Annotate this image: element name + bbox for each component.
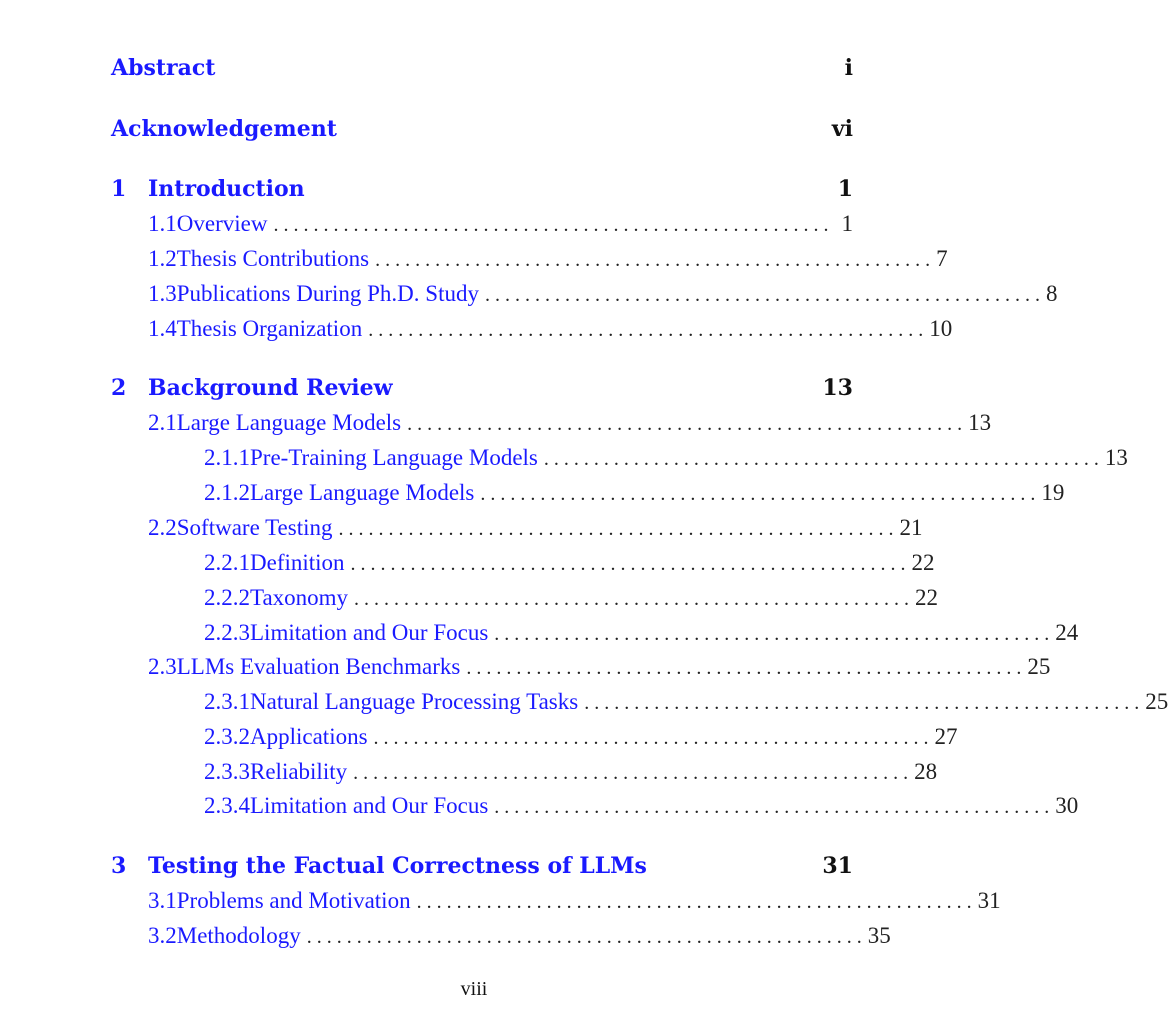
toc-entry-number[interactable]: 2.3 [148, 654, 177, 679]
dot-leader: . . . . . . . . . . . . . . . . . . . . . . . . . . . . . . . . . . . . . . . . . . . . . . . . . . . . . . . . [480, 483, 1036, 505]
toc-entry-page[interactable]: 35 [867, 923, 891, 948]
toc-entry-page[interactable]: 25 [1027, 654, 1051, 679]
toc-entry-title[interactable]: Background Review [148, 375, 393, 401]
toc-entry-page[interactable]: 24 [1055, 620, 1079, 645]
toc-entry-number[interactable]: 3 [111, 853, 127, 879]
toc-entry-section[interactable] [148, 410, 992, 436]
toc-entry-title[interactable]: Publications During Ph.D. Study [176, 281, 479, 306]
dot-leader: . . . . . . . . . . . . . . . . . . . . . . . . . . . . . . . . . . . . . . . . . . . . . . . . . . . . . . . . [543, 448, 1099, 470]
toc-entry-chapter[interactable] [111, 55, 853, 81]
toc-entry-number[interactable]: 2.1.1 [204, 445, 250, 470]
toc-entry-page[interactable]: 30 [1055, 793, 1079, 818]
toc-entry-chapter[interactable] [111, 375, 853, 401]
toc-entry-number[interactable]: 2.2.1 [204, 550, 250, 575]
toc-entry-title[interactable]: Pre-Training Language Models [250, 445, 538, 470]
toc-entry-title[interactable]: Applications [250, 724, 368, 749]
toc-entry-page[interactable]: vi [831, 116, 853, 142]
toc-entry-number[interactable]: 2.2 [148, 515, 177, 540]
toc-entry-subsection[interactable] [204, 445, 1128, 471]
toc-entry-page[interactable]: 28 [914, 759, 938, 784]
toc-entry-section[interactable] [148, 316, 953, 342]
dot-leader: . . . . . . . . . . . . . . . . . . . . . . . . . . . . . . . . . . . . . . . . . . . . . . . . . . . . . . . . [494, 623, 1050, 645]
toc-entry-chapter[interactable] [111, 853, 853, 879]
toc-entry-title[interactable]: Natural Language Processing Tasks [250, 689, 579, 714]
dot-leader: . . . . . . . . . . . . . . . . . . . . . . . . . . . . . . . . . . . . . . . . . . . . . . . . . . . . . . . . [407, 413, 963, 435]
page-number: viii [460, 978, 488, 1000]
toc-entry-title[interactable]: Problems and Motivation [176, 888, 411, 913]
toc-entry-number[interactable]: 1.4 [148, 316, 177, 341]
toc-entry-section[interactable] [148, 888, 1001, 914]
toc-entry-chapter[interactable] [111, 176, 853, 202]
toc-entry-title[interactable]: Thesis Organization [176, 316, 363, 341]
dot-leader: . . . . . . . . . . . . . . . . . . . . . . . . . . . . . . . . . . . . . . . . . . . . . . . . . . . . . . . . [353, 762, 909, 784]
toc-entry-page[interactable]: 22 [911, 550, 935, 575]
toc-entry-title[interactable]: Testing the Factual Correctness of LLMs [148, 853, 647, 879]
dot-leader: . . . . . . . . . . . . . . . . . . . . . . . . . . . . . . . . . . . . . . . . . . . . . . . . . . . . . . . . [350, 553, 906, 575]
toc-entry-title[interactable]: Thesis Contributions [176, 246, 370, 271]
toc-entry-section[interactable] [148, 654, 1051, 680]
toc-entry-page[interactable]: 10 [929, 316, 953, 341]
toc-entry-page[interactable]: 19 [1041, 480, 1065, 505]
dot-leader: . . . . . . . . . . . . . . . . . . . . . . . . . . . . . . . . . . . . . . . . . . . . . . . . . . . . . . . . [338, 518, 894, 540]
toc-entry-title[interactable]: Acknowledgement [111, 116, 337, 142]
toc-entry-number[interactable]: 2.2.3 [204, 620, 250, 645]
toc-entry-number[interactable]: 2.3.3 [204, 759, 250, 784]
toc-entry-title[interactable]: Abstract [111, 55, 216, 81]
toc-entry-title[interactable]: Methodology [176, 923, 301, 948]
toc-entry-number[interactable]: 3.2 [148, 923, 177, 948]
toc-entry-page[interactable]: 31 [822, 853, 853, 879]
dot-leader: . . . . . . . . . . . . . . . . . . . . . . . . . . . . . . . . . . . . . . . . . . . . . . . . . . . . . . . . [373, 727, 929, 749]
dot-leader: . . . . . . . . . . . . . . . . . . . . . . . . . . . . . . . . . . . . . . . . . . . . . . . . . . . . . . . . [306, 926, 862, 948]
toc-entry-section[interactable] [148, 246, 948, 272]
toc-entry-number[interactable]: 2.1.2 [204, 480, 250, 505]
toc-entry-title[interactable]: Limitation and Our Focus [250, 620, 489, 645]
toc-entry-subsection[interactable] [204, 620, 1079, 646]
toc-entry-number[interactable]: 2.1 [148, 410, 177, 435]
toc-entry-title[interactable]: Reliability [250, 759, 348, 784]
dot-leader: . . . . . . . . . . . . . . . . . . . . . . . . . . . . . . . . . . . . . . . . . . . . . . . . . . . . . . . . [375, 249, 931, 271]
dot-leader: . . . . . . . . . . . . . . . . . . . . . . . . . . . . . . . . . . . . . . . . . . . . . . . . . . . . . . . . [584, 692, 1140, 714]
toc-entry-page[interactable]: i [844, 55, 853, 81]
toc-entry-number[interactable]: 2.3.4 [204, 793, 250, 818]
toc-entry-title[interactable]: Definition [250, 550, 345, 575]
toc-entry-number[interactable]: 2.3.2 [204, 724, 250, 749]
toc-entry-page[interactable]: 25 [1145, 689, 1168, 714]
dot-leader: . . . . . . . . . . . . . . . . . . . . . . . . . . . . . . . . . . . . . . . . . . . . . . . . . . . . . . . . [494, 796, 1050, 818]
toc-entry-section[interactable] [148, 211, 853, 237]
toc-entry-number[interactable]: 2.3.1 [204, 689, 250, 714]
toc-entry-subsection[interactable] [204, 689, 1168, 715]
toc-entry-number[interactable]: 2.2.2 [204, 585, 250, 610]
dot-leader: . . . . . . . . . . . . . . . . . . . . . . . . . . . . . . . . . . . . . . . . . . . . . . . . . . . . . . . . [368, 319, 924, 341]
toc-entry-subsection[interactable] [204, 724, 958, 750]
toc-entry-title[interactable]: Overview [176, 211, 268, 236]
toc-entry-chapter[interactable] [111, 116, 853, 142]
toc-entry-page[interactable]: 7 [936, 246, 948, 271]
toc-entry-title[interactable]: Introduction [148, 176, 305, 202]
toc-entry-subsection[interactable] [204, 793, 1079, 819]
toc-entry-title[interactable]: Limitation and Our Focus [250, 793, 489, 818]
toc-entry-title[interactable]: Taxonomy [250, 585, 349, 610]
toc-entry-subsection[interactable] [204, 585, 939, 611]
toc-entry-page[interactable]: 13 [1104, 445, 1128, 470]
dot-leader: . . . . . . . . . . . . . . . . . . . . . . . . . . . . . . . . . . . . . . . . . . . . . . . . . . . . . . . . [466, 657, 1022, 679]
toc-entry-page[interactable]: 13 [822, 375, 853, 401]
toc-entry-page[interactable]: 8 [1045, 281, 1058, 306]
dot-leader: . . . . . . . . . . . . . . . . . . . . . . . . . . . . . . . . . . . . . . . . . . . . . . . . . . . . . . . . [484, 284, 1040, 306]
toc-entry-page[interactable]: 31 [977, 888, 1001, 913]
toc-entry-number[interactable]: 2 [111, 375, 127, 401]
toc-entry-number[interactable]: 1.1 [148, 211, 177, 236]
toc-entry-page[interactable]: 21 [899, 515, 923, 540]
toc-entry-title[interactable]: LLMs Evaluation Benchmarks [176, 654, 461, 679]
toc-entry-section[interactable] [148, 281, 1058, 307]
toc-entry-page[interactable]: 1 [837, 176, 853, 202]
toc-entry-page[interactable]: 27 [934, 724, 958, 749]
dot-leader: . . . . . . . . . . . . . . . . . . . . . . . . . . . . . . . . . . . . . . . . . . . . . . . . . . . . . . . . [273, 214, 829, 236]
toc-entry-subsection[interactable] [204, 550, 935, 576]
toc-entry-number[interactable]: 3.1 [148, 888, 177, 913]
toc-entry-page[interactable]: 1 [841, 211, 853, 236]
toc-entry-number[interactable]: 1 [111, 176, 127, 202]
toc-entry-number[interactable]: 1.2 [148, 246, 177, 271]
toc-entry-section[interactable] [148, 515, 923, 541]
toc-entry-title[interactable]: Large Language Models [176, 410, 402, 435]
toc-entry-page[interactable]: 13 [968, 410, 992, 435]
toc-entry-title[interactable]: Software Testing [176, 515, 333, 540]
toc-entry-number[interactable]: 1.3 [148, 281, 177, 306]
toc-entry-subsection[interactable] [204, 480, 1065, 506]
dot-leader: . . . . . . . . . . . . . . . . . . . . . . . . . . . . . . . . . . . . . . . . . . . . . . . . . . . . . . . . [354, 588, 910, 610]
toc-entry-section[interactable] [148, 923, 891, 949]
toc-entry-title[interactable]: Large Language Models [250, 480, 475, 505]
toc-entry-page[interactable]: 22 [915, 585, 939, 610]
toc-entry-subsection[interactable] [204, 759, 938, 785]
dot-leader: . . . . . . . . . . . . . . . . . . . . . . . . . . . . . . . . . . . . . . . . . . . . . . . . . . . . . . . . [416, 891, 972, 913]
